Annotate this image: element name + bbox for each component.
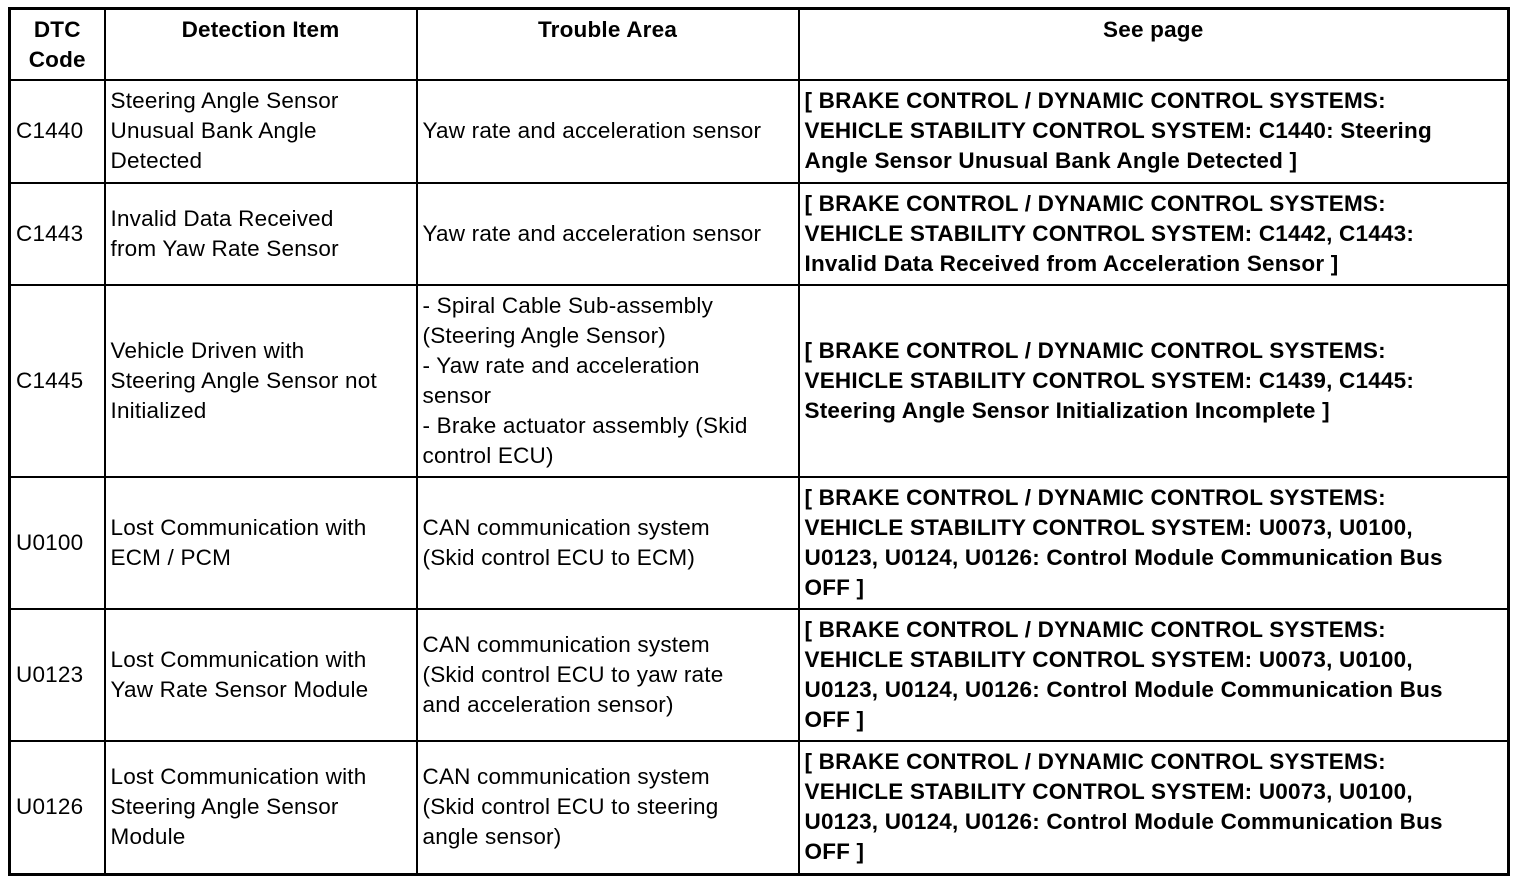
table-row	[10, 741, 1509, 875]
see-page-link[interactable]: [ BRAKE CONTROL / DYNAMIC CONTROL SYSTEMS: VEHICLE STABILITY CONTROL SYSTEM: C1442, C1443: Invalid Data Received from Acceleration Sensor ]	[799, 183, 1509, 285]
trouble-area-cell: Yaw rate and acceleration sensor	[417, 183, 799, 285]
table-row	[10, 609, 1509, 741]
detection-item-cell: Steering Angle Sensor Unusual Bank Angle Detected	[105, 80, 417, 183]
table-header-row	[10, 9, 1509, 80]
dtc-code-cell: U0126	[10, 741, 105, 875]
see-page-link[interactable]: [ BRAKE CONTROL / DYNAMIC CONTROL SYSTEMS: VEHICLE STABILITY CONTROL SYSTEM: U0073, U0100, U0123, U0124, U0126: Control Module Communication Bus OFF ]	[799, 741, 1509, 875]
dtc-code-cell: U0100	[10, 477, 105, 609]
detection-item-cell: Lost Communication with Yaw Rate Sensor Module	[105, 609, 417, 741]
see-page-link[interactable]: [ BRAKE CONTROL / DYNAMIC CONTROL SYSTEMS: VEHICLE STABILITY CONTROL SYSTEM: C1439, C1445: Steering Angle Sensor Initialization Incomplete ]	[799, 285, 1509, 477]
header-detection-item: Detection Item	[105, 9, 417, 80]
dtc-code-cell: U0123	[10, 609, 105, 741]
table-row	[10, 285, 1509, 477]
see-page-link[interactable]: [ BRAKE CONTROL / DYNAMIC CONTROL SYSTEMS: VEHICLE STABILITY CONTROL SYSTEM: C1440: Steering Angle Sensor Unusual Bank Angle Detected ]	[799, 80, 1509, 183]
dtc-table	[8, 7, 1510, 876]
table-row	[10, 183, 1509, 285]
detection-item-cell: Lost Communication with ECM / PCM	[105, 477, 417, 609]
trouble-area-cell: CAN communication system (Skid control ECU to ECM)	[417, 477, 799, 609]
dtc-code-cell: C1443	[10, 183, 105, 285]
trouble-area-cell: Yaw rate and acceleration sensor	[417, 80, 799, 183]
trouble-area-cell: - Spiral Cable Sub-assembly (Steering Angle Sensor) - Yaw rate and acceleration sensor - Brake actuator assembly (Skid control ECU)	[417, 285, 799, 477]
table-row	[10, 477, 1509, 609]
trouble-area-cell: CAN communication system (Skid control ECU to yaw rate and acceleration sensor)	[417, 609, 799, 741]
detection-item-cell: Vehicle Driven with Steering Angle Sensor not Initialized	[105, 285, 417, 477]
header-trouble-area: Trouble Area	[417, 9, 799, 80]
dtc-code-cell: C1440	[10, 80, 105, 183]
detection-item-cell: Invalid Data Received from Yaw Rate Sensor	[105, 183, 417, 285]
see-page-link[interactable]: [ BRAKE CONTROL / DYNAMIC CONTROL SYSTEMS: VEHICLE STABILITY CONTROL SYSTEM: U0073, U0100, U0123, U0124, U0126: Control Module Communication Bus OFF ]	[799, 477, 1509, 609]
header-see-page: See page	[799, 9, 1509, 80]
header-dtc-code: DTC Code	[10, 9, 105, 80]
see-page-link[interactable]: [ BRAKE CONTROL / DYNAMIC CONTROL SYSTEMS: VEHICLE STABILITY CONTROL SYSTEM: U0073, U0100, U0123, U0124, U0126: Control Module Communication Bus OFF ]	[799, 609, 1509, 741]
trouble-area-cell: CAN communication system (Skid control ECU to steering angle sensor)	[417, 741, 799, 875]
dtc-code-cell: C1445	[10, 285, 105, 477]
detection-item-cell: Lost Communication with Steering Angle Sensor Module	[105, 741, 417, 875]
table-row	[10, 80, 1509, 183]
